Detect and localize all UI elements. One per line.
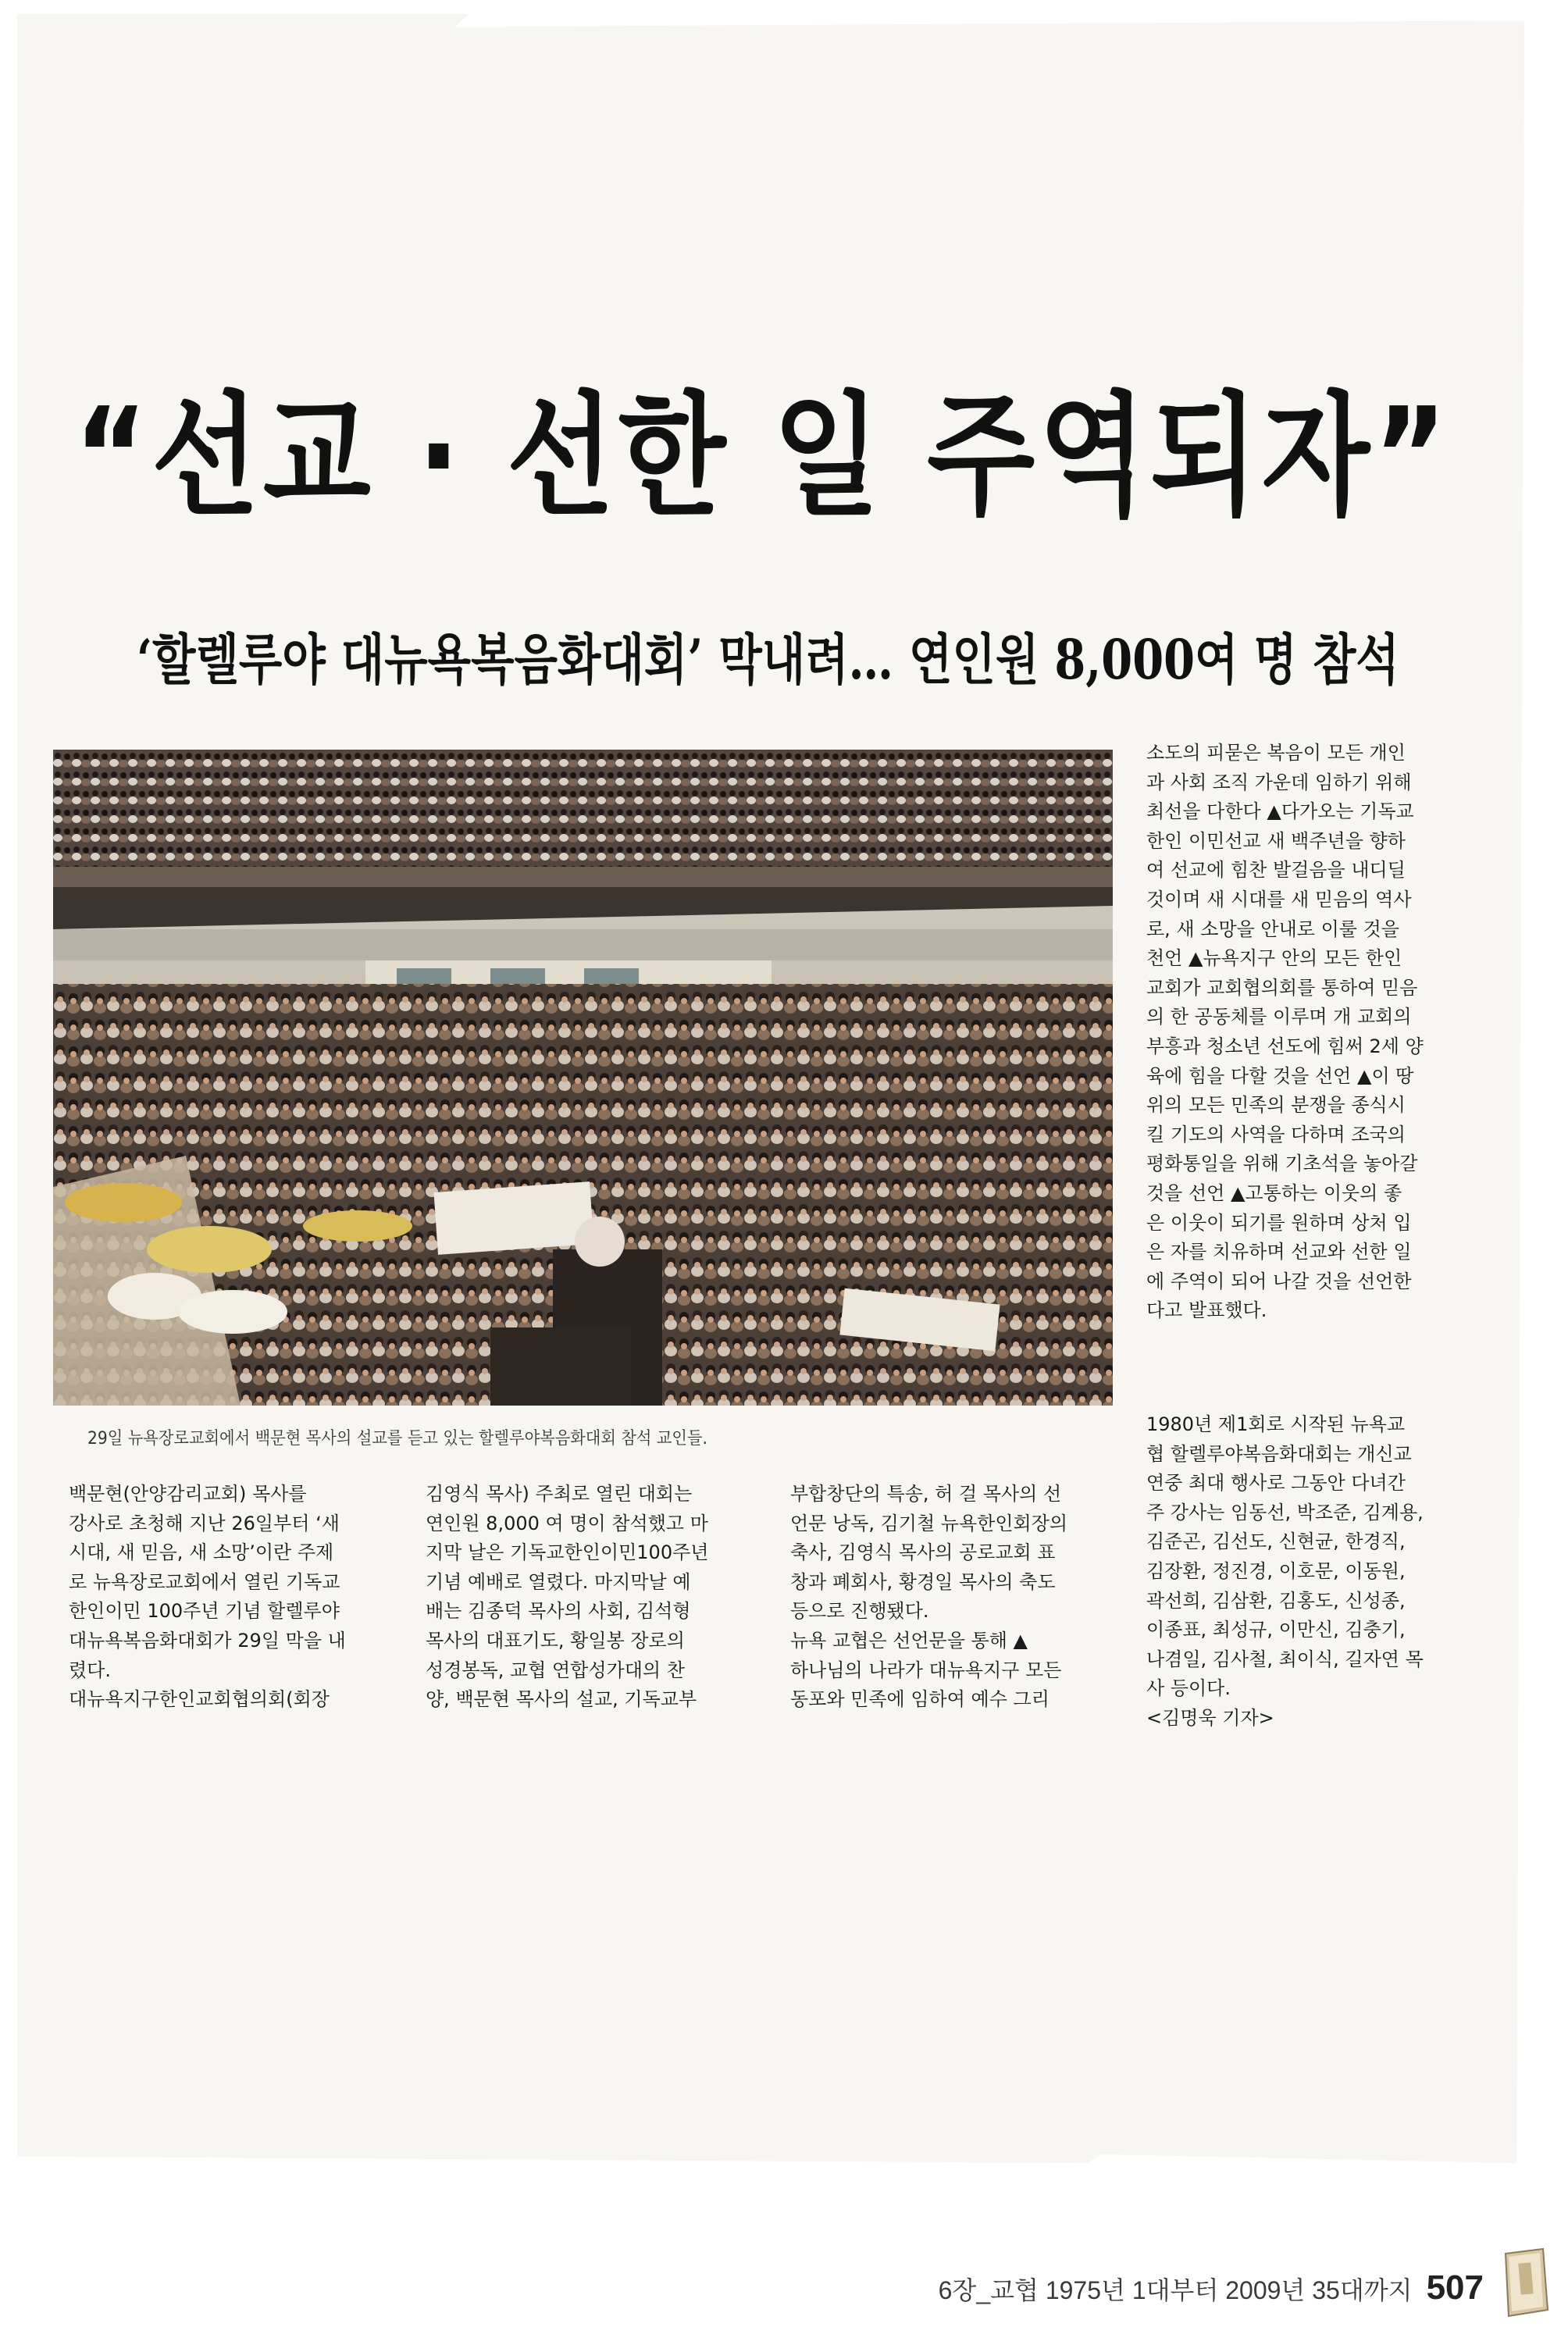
text-line: <김명욱 기자>: [1146, 1706, 1274, 1729]
text-line: 과 사회 조직 가운데 임하기 위해: [1146, 771, 1412, 793]
text-line: 대뉴욕지구한인교회협의회(회장: [69, 1688, 330, 1711]
subheadline: ‘할렐루야 대뉴욕복음화대회’ 막내려… 연인원 8,000여 명 참석: [137, 627, 1399, 692]
photo-illustration: [53, 750, 1113, 1406]
text-line: 교회가 교회협의회를 통하여 믿음: [1146, 976, 1418, 999]
congregation-photo: [53, 750, 1113, 1406]
bottom-column-1: [69, 1480, 397, 1715]
text-line: 렸다.: [69, 1659, 111, 1681]
text-line: 1980년 제1회로 시작된 뉴욕교: [1146, 1413, 1406, 1435]
text-line: 소도의 피묻은 복음이 모든 개인: [1146, 742, 1406, 764]
text-line: 대뉴욕복음화대회가 29일 막을 내: [69, 1629, 346, 1652]
headline: “선교 · 선한 일 주역되자”: [74, 380, 1451, 534]
text-line: 로 뉴욕장로교회에서 열린 기독교: [69, 1570, 340, 1593]
text-line: 연인원 8,000 여 명이 참석했고 마: [426, 1512, 708, 1534]
page-number: 507: [1426, 2268, 1484, 2307]
bottom-column-3: [790, 1480, 1118, 1715]
text-line: 최선을 다한다 ▲다가오는 기독교: [1146, 800, 1414, 823]
text-line: 한인 이민선교 새 백주년을 향하: [1146, 829, 1406, 852]
text-line: 위의 모든 민족의 분쟁을 종식시: [1146, 1094, 1406, 1117]
chapter-text: 6장_교협 1975년 1대부터 2009년 35대까지: [938, 2276, 1413, 2304]
text-line: 에 주역이 되어 나갈 것을 선언한: [1146, 1270, 1412, 1292]
text-line: 은 이웃이 되기를 원하며 상처 입: [1146, 1211, 1412, 1234]
text-line: 창과 폐회사, 황경일 목사의 축도: [790, 1570, 1056, 1593]
bottom-column-2: [426, 1480, 754, 1715]
text-line: 김준곤, 김선도, 신현균, 한경직,: [1146, 1531, 1406, 1553]
text-line: 한인이민 100주년 기념 할렐루야: [69, 1600, 340, 1623]
page-footer: [828, 2265, 1484, 2311]
text-line: 의 한 공동체를 이루며 개 교회의: [1146, 1006, 1412, 1028]
text-line: 이종표, 최성규, 이만신, 김충기,: [1146, 1619, 1406, 1641]
text-line: 킬 기도의 사역을 다하며 조국의: [1146, 1123, 1406, 1146]
text-line: 기념 예배로 열렸다. 마지막날 예: [426, 1570, 691, 1593]
text-line: 부합창단의 특송, 허 걸 목사의 선: [790, 1483, 1062, 1505]
text-line: 육에 힘을 다할 것을 선언 ▲이 땅: [1146, 1064, 1414, 1087]
text-line: 축사, 김영식 목사의 공로교회 표: [790, 1541, 1056, 1564]
right-column-text-2: [1146, 1410, 1491, 1734]
text-line: 것이며 새 시대를 새 믿음의 역사: [1146, 888, 1412, 910]
text-line: 김영식 목사) 주최로 열린 대회는: [426, 1483, 693, 1505]
text-line: 연중 최대 행사로 그동안 다녀간: [1146, 1472, 1406, 1495]
right-column-text: [1146, 739, 1491, 1326]
text-line: 천언 ▲뉴욕지구 안의 모든 한인: [1146, 947, 1402, 970]
text-line: 하나님의 나라가 대뉴욕지구 모든: [790, 1659, 1062, 1681]
photo-caption: 29일 뉴욕장로교회에서 백문현 목사의 설교를 듣고 있는 할렐루야복음화대회 참석 교인들.: [87, 1429, 707, 1449]
text-line: 사 등이다.: [1146, 1677, 1231, 1700]
text-line: 나겸일, 김사철, 최이식, 길자연 목: [1146, 1648, 1424, 1670]
text-line: 양, 백문현 목사의 설교, 기독교부: [426, 1688, 697, 1711]
text-line: 성경봉독, 교협 연합성가대의 찬: [426, 1659, 685, 1681]
text-line: 것을 선언 ▲고통하는 이웃의 좋: [1146, 1181, 1402, 1204]
text-line: 주 강사는 임동선, 박조준, 김계용,: [1146, 1501, 1424, 1523]
text-line: 배는 김종덕 목사의 사회, 김석형: [426, 1600, 691, 1623]
text-line: 언문 낭독, 김기철 뉴욕한인회장의: [790, 1512, 1068, 1534]
text-line: 동포와 민족에 임하여 예수 그리: [790, 1688, 1049, 1711]
text-line: 부흥과 청소년 선도에 힘써 2세 양: [1146, 1035, 1424, 1057]
text-line: 강사로 초청해 지난 26일부터 ‘새: [69, 1512, 340, 1534]
text-line: 다고 발표했다.: [1146, 1299, 1267, 1322]
text-line: 여 선교에 힘찬 발걸음을 내디딜: [1146, 859, 1406, 882]
text-line: 목사의 대표기도, 황일봉 장로의: [426, 1629, 685, 1652]
text-line: 평화통일을 위해 기초석을 놓아갈: [1146, 1153, 1418, 1175]
text-line: 곽선희, 김삼환, 김홍도, 신성종,: [1146, 1589, 1406, 1612]
text-line: 등으로 진행됐다.: [790, 1600, 929, 1623]
text-line: 지막 날은 기독교한인이민100주년: [426, 1541, 709, 1564]
text-line: 협 할렐루야복음화대회는 개신교: [1146, 1442, 1412, 1465]
text-line: 로, 새 소망을 안내로 이룰 것을: [1146, 918, 1399, 940]
text-line: 시대, 새 믿음, 새 소망’이란 주제: [69, 1541, 334, 1564]
text-line: 은 자를 치유하며 선교와 선한 일: [1146, 1241, 1412, 1263]
text-line: 뉴욕 교협은 선언문을 통해 ▲: [790, 1629, 1028, 1652]
text-line: 백문현(안양감리교회) 목사를: [69, 1483, 307, 1505]
book-icon: [1498, 2247, 1552, 2318]
text-line: 김장환, 정진경, 이호문, 이동원,: [1146, 1559, 1406, 1582]
